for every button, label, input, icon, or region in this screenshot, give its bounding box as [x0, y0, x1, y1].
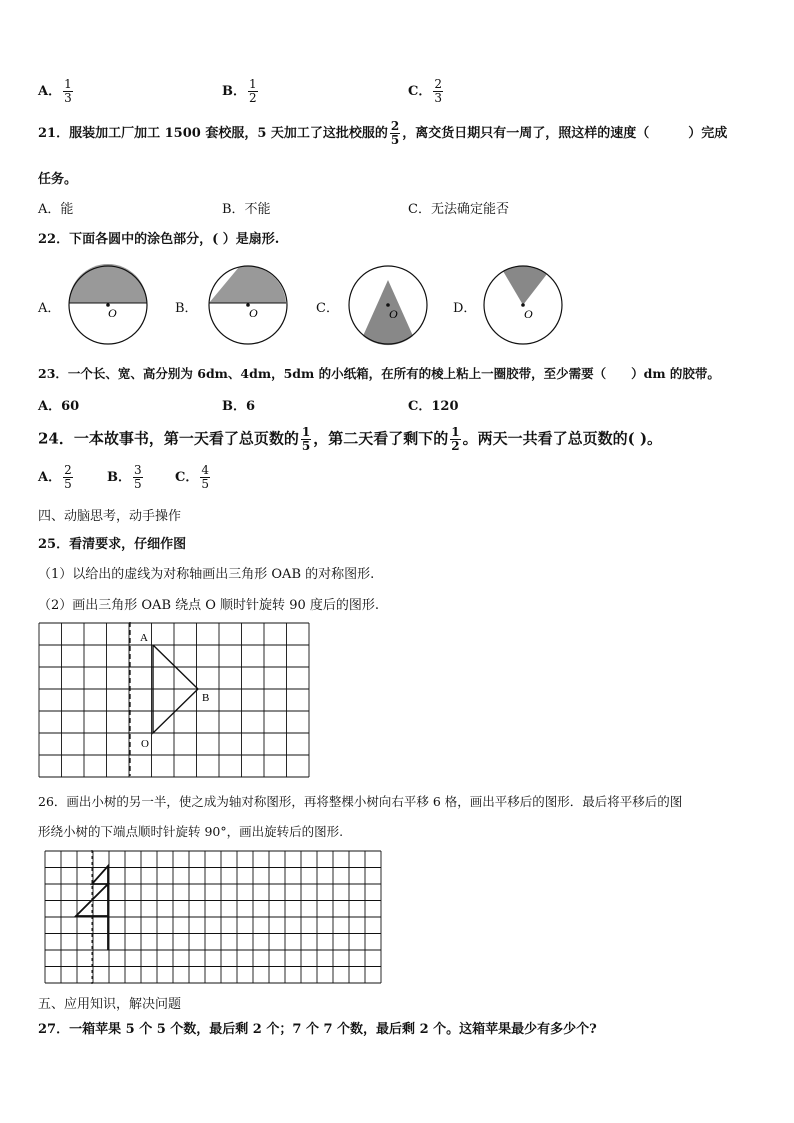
- q25-grid-figure: [38, 622, 314, 778]
- q23-option-b: B．6: [222, 399, 256, 414]
- q23-option-c: C．120: [408, 399, 459, 414]
- q22-label-d: D．: [453, 301, 477, 316]
- q24-option-c: C． $\frac{4}{5}$: [175, 463, 209, 491]
- q25-part2: （2）画出三角形 OAB 绕点 O 顺时针旋转 90 度后的图形.: [38, 598, 379, 613]
- q24-option-a: A． $\frac{2}{5}$: [38, 463, 72, 491]
- fraction: $\frac{1}{3}$: [64, 77, 72, 105]
- svg-text:B: B: [202, 692, 210, 704]
- q22-circle-c: [346, 262, 432, 348]
- q25-title: 25．看清要求，仔细作图: [38, 537, 187, 552]
- svg-text:O: O: [389, 307, 398, 321]
- section-heading-4: 四、动脑思考，动手操作: [38, 509, 182, 524]
- q22-circle-d: [481, 262, 567, 348]
- q24-option-b: B． $\frac{3}{5}$: [107, 463, 142, 491]
- q20-option-a: A． $\frac{1}{3}$: [38, 77, 72, 105]
- q21-option-c: C．无法确定能否: [408, 202, 509, 217]
- fraction: $\frac{1}{2}$: [451, 425, 460, 453]
- q21-option-b: B．不能: [222, 202, 271, 217]
- q22-circle-a: [66, 262, 152, 348]
- q26-question-line2: 形绕小树的下端点顺时针旋转 90°，画出旋转后的图形.: [38, 824, 344, 839]
- svg-text:O: O: [141, 738, 149, 750]
- q24-question: 24．一本故事书，第一天看了总页数的 $\frac{1}{5}$ ，第二天看了剩下的 $\frac{1}{2}$ 。两天一共看了总页数的( )。: [38, 425, 663, 453]
- q25-part1: （1）以给出的虚线为对称轴画出三角形 OAB 的对称图形.: [38, 567, 375, 582]
- q21-option-a: A．能: [38, 202, 74, 217]
- q22-question: 22．下面各圆中的涂色部分，( ）是扇形.: [38, 232, 280, 247]
- q23-question: 23．一个长、宽、高分别为 6dm、4dm，5dm 的小纸箱，在所有的棱上粘上一圈胶带，至少需要（ ）dm 的胶带。: [38, 366, 720, 381]
- q21-question-line2: 任务。: [38, 172, 78, 187]
- q22-label-a: A．: [38, 301, 61, 316]
- q26-grid-figure: [44, 850, 384, 988]
- q20-option-c: C． $\frac{2}{3}$: [408, 77, 442, 105]
- half-tree: [76, 866, 108, 950]
- svg-text:O: O: [108, 306, 117, 320]
- q22-label-c: C．: [316, 301, 339, 316]
- section-heading-5: 五、应用知识，解决问题: [38, 997, 182, 1012]
- q20-option-b: B． $\frac{1}{2}$: [222, 77, 257, 105]
- svg-text:A: A: [140, 632, 148, 644]
- q26-question-line1: 26．画出小树的另一半，使之成为轴对称图形，再将整棵小树向右平移 6 格，画出平移后的图形．最后将平移后的图: [38, 794, 683, 809]
- fraction: $\frac{1}{5}$: [301, 425, 311, 453]
- q22-circle-b: [205, 262, 291, 348]
- fraction: $\frac{2}{3}$: [434, 77, 442, 105]
- fraction: $\frac{3}{5}$: [134, 463, 142, 491]
- q27-question: 27．一箱苹果 5 个 5 个数，最后剩 2 个；7 个 7 个数，最后剩 2 个。这箱苹果最少有多少个?: [38, 1022, 597, 1037]
- fraction: $\frac{1}{2}$: [249, 77, 257, 105]
- q23-option-a: A．60: [38, 399, 80, 414]
- fraction: $\frac{2}{5}$: [390, 119, 400, 147]
- fraction: $\frac{2}{5}$: [64, 463, 72, 491]
- fraction: $\frac{4}{5}$: [201, 463, 209, 491]
- q21-question: 21．服装加工厂加工 1500 套校服，5 天加工了这批校服的 $\frac{2}{5}$ ，离交货日期只有一周了，照这样的速度（ ）完成: [38, 119, 728, 147]
- q22-label-b: B．: [175, 301, 198, 316]
- svg-text:O: O: [524, 307, 533, 321]
- svg-text:O: O: [249, 306, 258, 320]
